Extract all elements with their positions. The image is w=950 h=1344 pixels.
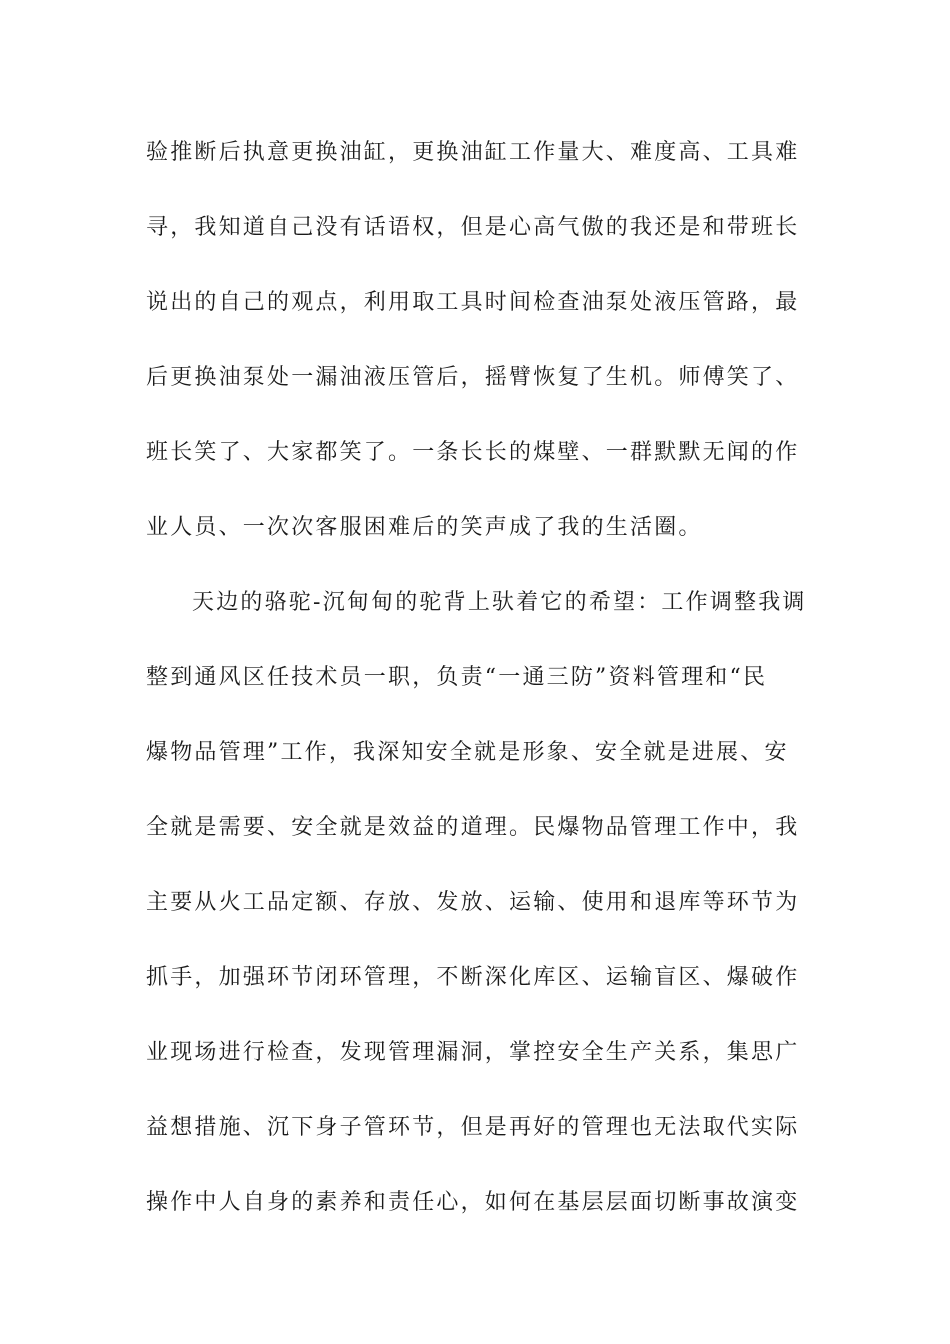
text-line-4: 后更换油泵处一漏油液压管后，摇臂恢复了生机。师傅笑了、 <box>146 365 800 390</box>
text-line-13: 业现场进行检查，发现管理漏洞，掌控安全生产关系，集思广 <box>146 1040 800 1065</box>
text-line-14: 益想措施、沉下身子管环节，但是再好的管理也无法取代实际 <box>146 1115 800 1140</box>
text-line-3: 说出的自己的观点，利用取工具时间检查油泵处液压管路，最 <box>146 290 800 315</box>
text-line-10: 全就是需要、安全就是效益的道理。民爆物品管理工作中，我 <box>146 815 800 840</box>
text-line-12: 抓手，加强环节闭环管理，不断深化库区、运输盲区、爆破作 <box>146 965 800 990</box>
text-line-2: 寻，我知道自己没有话语权，但是心高气傲的我还是和带班长 <box>146 215 800 240</box>
text-line-15: 操作中人自身的素养和责任心，如何在基层层面切断事故演变 <box>146 1190 800 1215</box>
text-line-5: 班长笑了、大家都笑了。一条长长的煤壁、一群默默无闻的作 <box>146 440 800 465</box>
text-line-11: 主要从火工品定额、存放、发放、运输、使用和退库等环节为 <box>146 890 800 915</box>
text-line-9: 爆物品管理”工作，我深知安全就是形象、安全就是进展、安 <box>146 740 789 765</box>
paragraph-start-line: 天边的骆驼-沉甸甸的驼背上驮着它的希望：工作调整我调 <box>192 590 807 615</box>
text-line-8: 整到通风区任技术员一职，负责“一通三防”资料管理和“民 <box>146 665 768 690</box>
text-line-1: 验推断后执意更换油缸，更换油缸工作量大、难度高、工具难 <box>146 140 800 165</box>
text-line-6: 业人员、一次次客服困难后的笑声成了我的生活圈。 <box>146 515 703 540</box>
